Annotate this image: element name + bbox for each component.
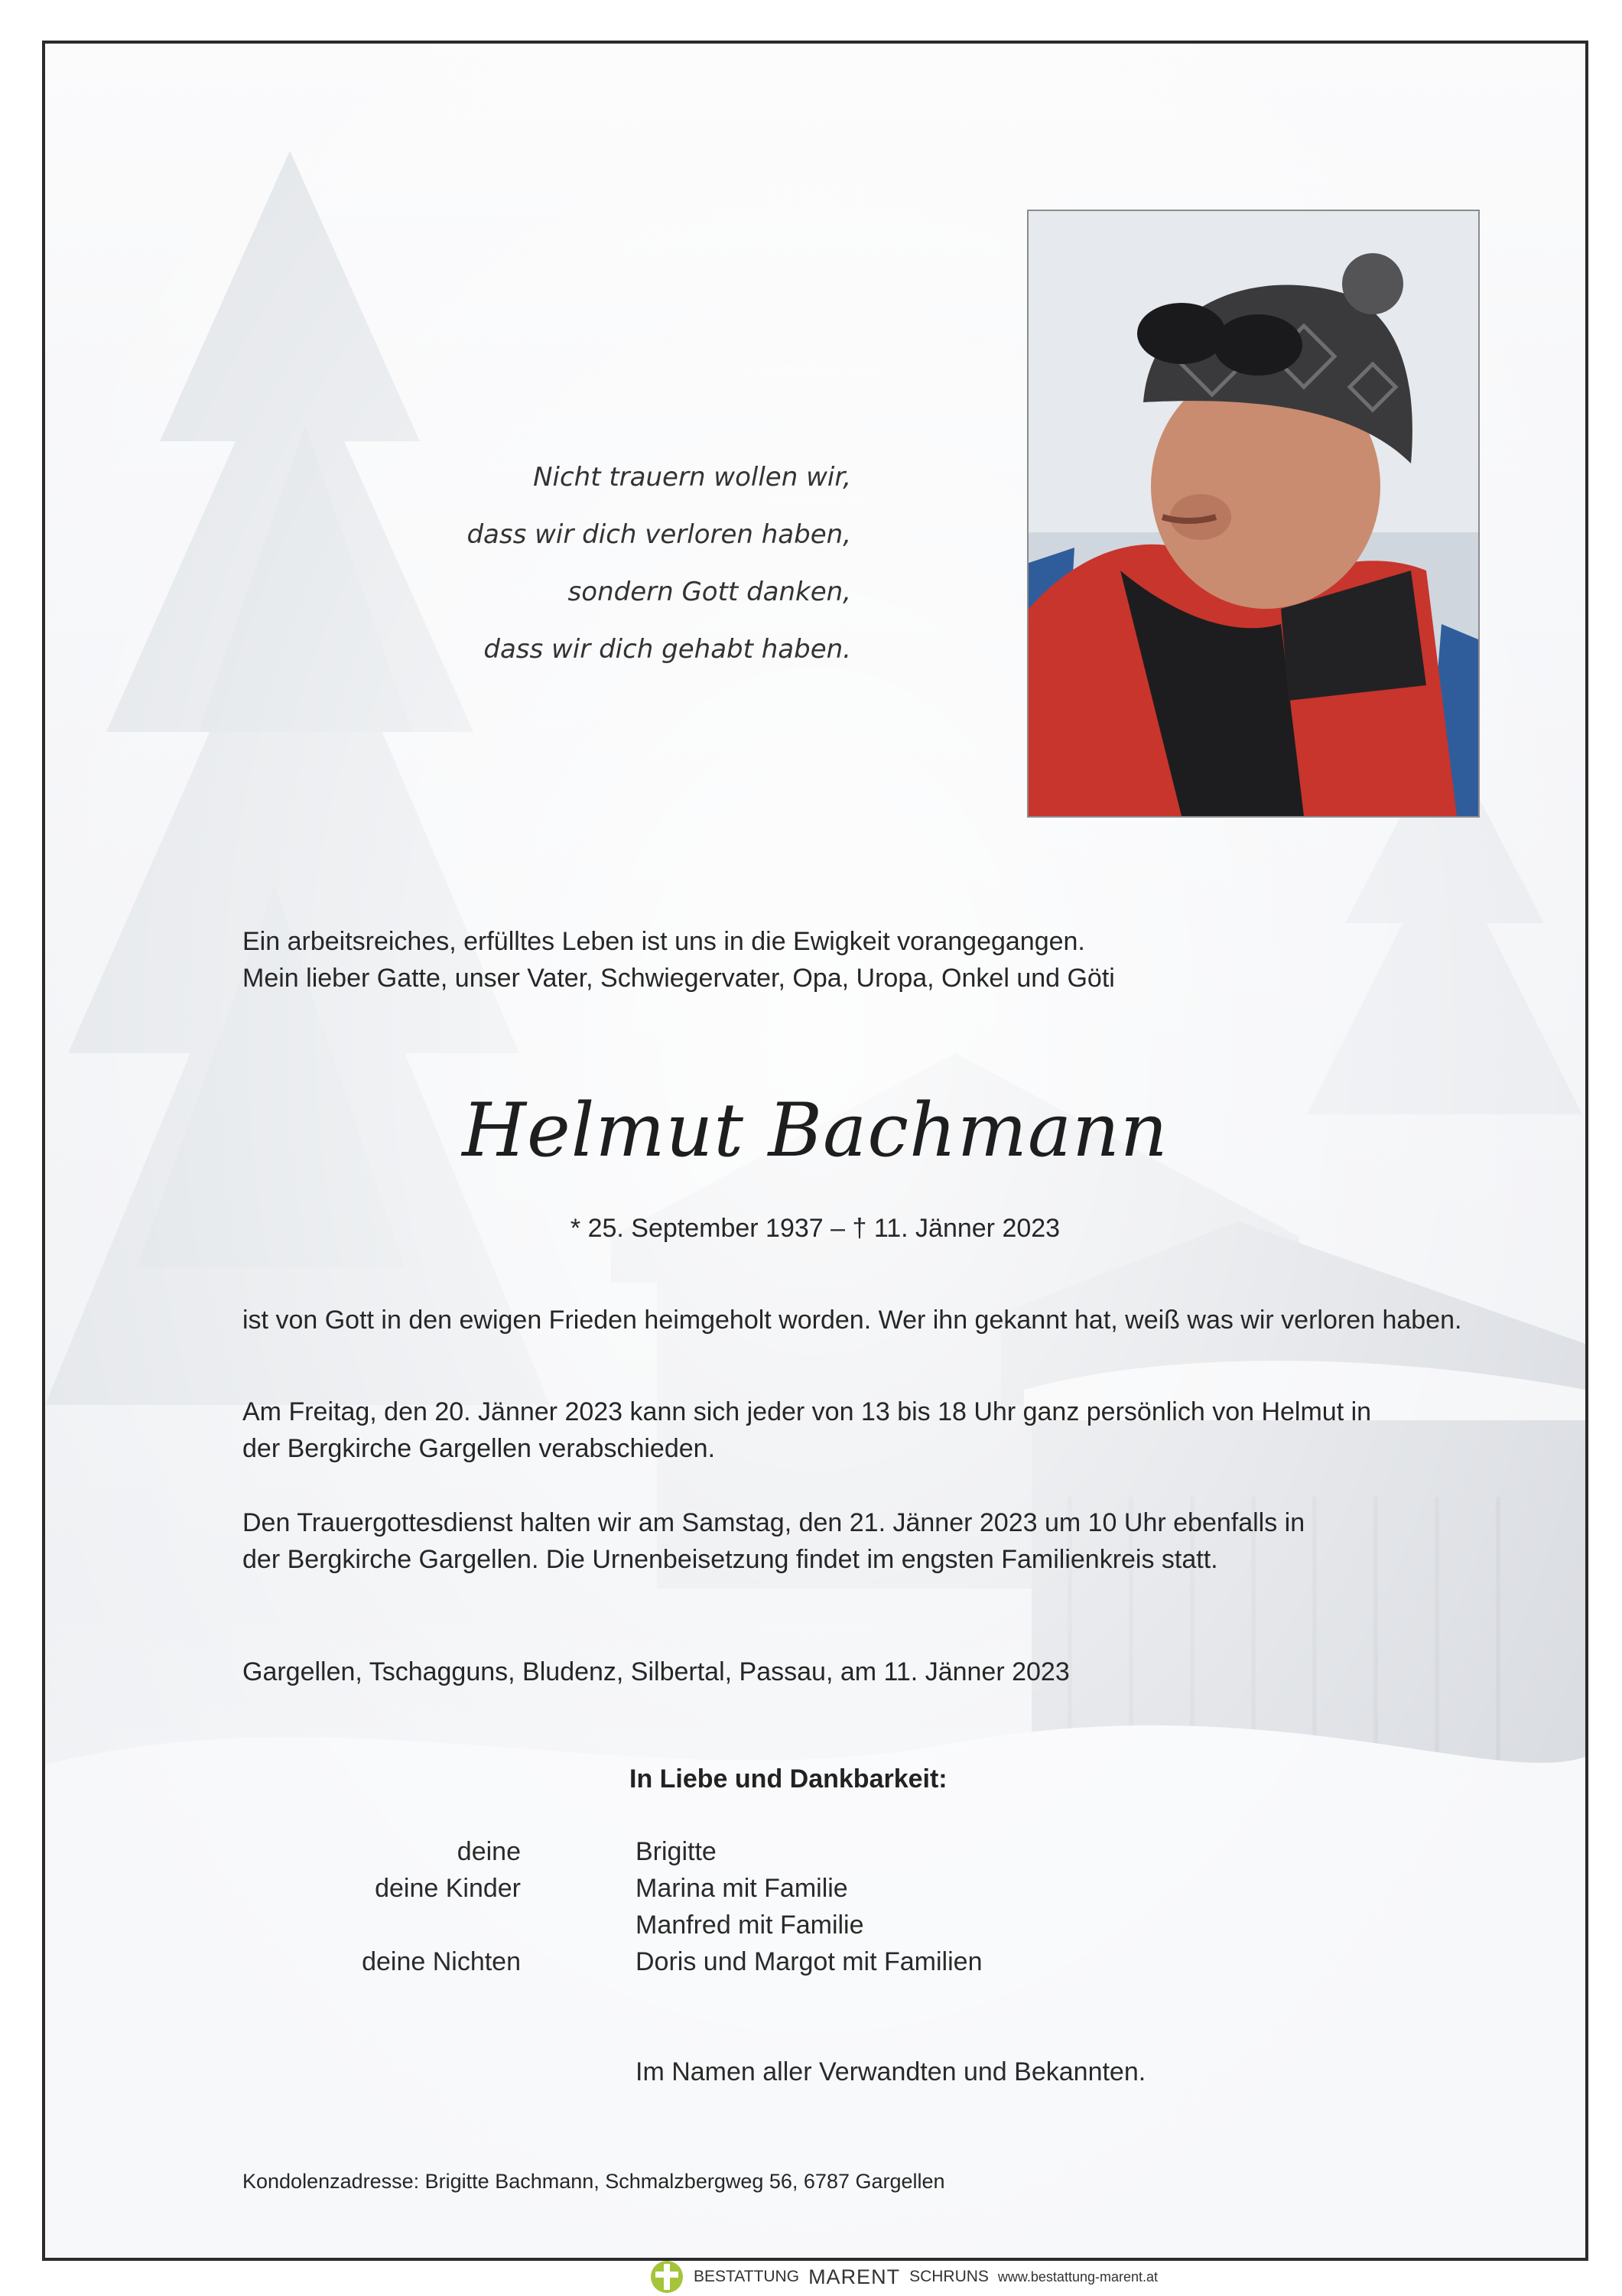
- mourners-heading: In Liebe und Dankbarkeit:: [629, 1764, 948, 1794]
- mourner-names: Brigitte: [635, 1837, 717, 1866]
- life-dates: * 25. September 1937 – † 11. Jänner 2023: [570, 1214, 1061, 1243]
- footer-website-link[interactable]: www.bestattung-marent.at: [997, 2268, 1159, 2285]
- quote-line: sondern Gott danken,: [567, 577, 851, 607]
- mourner-names: Manfred mit Familie: [635, 1911, 864, 1940]
- footer-brand: MARENT: [808, 2265, 901, 2288]
- quote-line: dass wir dich verloren haben,: [466, 519, 851, 550]
- footer-word-bestattung: BESTATTUNG: [694, 2268, 800, 2285]
- quote-block: [466, 449, 851, 678]
- body-paragraph-2-line-2: der Bergkirche Gargellen verabschieden.: [242, 1434, 716, 1463]
- closing-line: Im Namen aller Verwandten und Bekannten.: [635, 2057, 1146, 2086]
- body-paragraph-1: ist von Gott in den ewigen Frieden heimgeholt worden. Wer ihn gekannt hat, weiß was wir verloren haben.: [242, 1306, 1462, 1335]
- mourner-names: Marina mit Familie: [635, 1874, 848, 1903]
- body-paragraph-3-line-1: Den Trauergottesdienst halten wir am Samstag, den 21. Jänner 2023 um 10 Uhr ebenfalls in: [242, 1508, 1305, 1537]
- intro-line-2: Mein lieber Gatte, unser Vater, Schwiegervater, Opa, Uropa, Onkel und Göti: [242, 964, 1115, 993]
- mourner-names: Doris und Margot mit Familien: [635, 1947, 983, 1976]
- condolence-address: Kondolenzadresse: Brigitte Bachmann, Schmalzbergweg 56, 6787 Gargellen: [242, 2170, 945, 2193]
- relation-label: deine: [457, 1837, 521, 1866]
- intro-line-1: Ein arbeitsreiches, erfülltes Leben ist uns in die Ewigkeit vorangegangen.: [242, 927, 1085, 956]
- deceased-name: Helmut Bachmann: [462, 1088, 1169, 1173]
- quote-line: Nicht trauern wollen wir,: [533, 462, 851, 493]
- quote-line: dass wir dich gehabt haben.: [483, 634, 851, 665]
- obituary-card: [42, 41, 1588, 2288]
- leaf-cross-logo-icon: [649, 2259, 684, 2294]
- place-date: Gargellen, Tschagguns, Bludenz, Silbertal, Passau, am 11. Jänner 2023: [242, 1657, 1070, 1686]
- relation-label: deine Kinder: [375, 1874, 521, 1903]
- footer-word-schruns: SCHRUNS: [909, 2268, 989, 2285]
- funeral-home-footer: [649, 2258, 1158, 2296]
- relation-label: deine Nichten: [362, 1947, 521, 1976]
- body-paragraph-2-line-1: Am Freitag, den 20. Jänner 2023 kann sich jeder von 13 bis 18 Uhr ganz persönlich von Helmut in: [242, 1397, 1372, 1426]
- portrait-photo: [1027, 210, 1480, 818]
- portrait-illustration: [1029, 211, 1478, 816]
- body-paragraph-3-line-2: der Bergkirche Gargellen. Die Urnenbeisetzung findet im engsten Familienkreis statt.: [242, 1545, 1218, 1574]
